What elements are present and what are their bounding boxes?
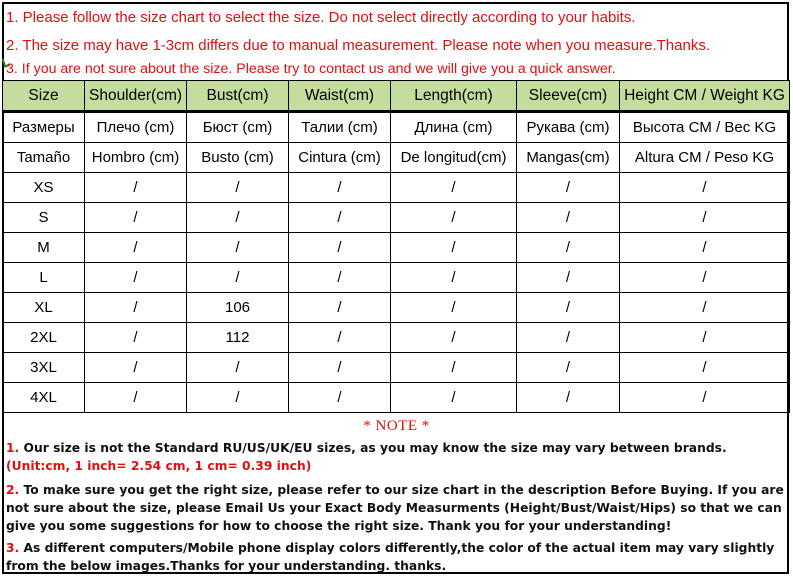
measurement-cell: /: [289, 293, 391, 323]
measurement-cell: /: [620, 323, 790, 353]
table-row: [3, 203, 790, 233]
size-label-cell: 4XL: [3, 383, 85, 413]
table-row: [3, 383, 790, 413]
measurement-cell: /: [187, 203, 289, 233]
spanish-label-4: De longitud(cm): [391, 143, 517, 173]
header-note-3: 3. If you are not sure about the size. Please try to contact us and we will give you a quick answer.: [6, 61, 616, 77]
note-title: * NOTE *: [363, 418, 430, 434]
measurement-cell: /: [289, 353, 391, 383]
measurement-cell: /: [517, 203, 620, 233]
column-header-1: Shoulder(cm): [85, 81, 187, 112]
size-label-cell: S: [3, 203, 85, 233]
measurement-cell: /: [289, 263, 391, 293]
measurement-cell: /: [391, 353, 517, 383]
measurement-cell: /: [517, 233, 620, 263]
measurement-cell: /: [620, 383, 790, 413]
size-label-cell: 2XL: [3, 323, 85, 353]
size-label-cell: 3XL: [3, 353, 85, 383]
measurement-cell: /: [187, 233, 289, 263]
size-label-cell: XS: [3, 173, 85, 203]
measurement-cell: /: [391, 323, 517, 353]
measurement-cell: /: [620, 293, 790, 323]
measurement-cell: /: [620, 203, 790, 233]
measurement-cell: /: [85, 293, 187, 323]
column-header-3: Waist(cm): [289, 81, 391, 112]
spanish-label-2: Busto (cm): [187, 143, 289, 173]
measurement-cell: /: [187, 383, 289, 413]
measurement-cell: 112: [187, 323, 289, 353]
russian-label-2: Бюст (cm): [187, 112, 289, 143]
russian-label-1: Плечо (cm): [85, 112, 187, 143]
russian-label-3: Талии (cm): [289, 112, 391, 143]
measurement-cell: /: [289, 383, 391, 413]
measurement-cell: /: [517, 383, 620, 413]
measurement-cell: /: [289, 323, 391, 353]
measurement-cell: /: [391, 383, 517, 413]
column-header-4: Length(cm): [391, 81, 517, 112]
note-item-2: [6, 481, 786, 535]
table-row: [3, 323, 790, 353]
note-number: 1.: [6, 441, 20, 455]
measurement-cell: /: [85, 323, 187, 353]
size-label-cell: M: [3, 233, 85, 263]
header-note-1: 1. Please follow the size chart to select the size. Do not select directly according to your habits.: [6, 9, 636, 26]
column-header-2: Bust(cm): [187, 81, 289, 112]
measurement-cell: /: [85, 263, 187, 293]
measurement-cell: /: [289, 233, 391, 263]
russian-label-6: Высота CM / Вес KG: [620, 112, 790, 143]
spanish-label-1: Hombro (cm): [85, 143, 187, 173]
size-label-cell: L: [3, 263, 85, 293]
russian-label-row: [3, 112, 790, 143]
note-text: Our size is not the Standard RU/US/UK/EU sizes, as you may know the size may vary between brands.: [23, 441, 727, 455]
unit-conversion-note: (Unit:cm, 1 inch= 2.54 cm, 1 cm= 0.39 inch): [6, 459, 312, 473]
column-header-0: Size: [3, 81, 85, 112]
measurement-cell: /: [620, 263, 790, 293]
measurement-cell: /: [391, 173, 517, 203]
table-row: [3, 173, 790, 203]
measurement-cell: /: [187, 173, 289, 203]
table-row: [3, 353, 790, 383]
russian-label-4: Длина (cm): [391, 112, 517, 143]
table-row: [3, 263, 790, 293]
measurement-cell: /: [391, 233, 517, 263]
spanish-label-0: Tamaño: [3, 143, 85, 173]
table-header-row: [3, 81, 790, 112]
column-header-5: Sleeve(cm): [517, 81, 620, 112]
header-note-2: 2. The size may have 1-3cm differs due to manual measurement. Please note when you measure.Thanks.: [6, 37, 710, 54]
spanish-label-row: [3, 143, 790, 173]
russian-label-5: Рукава (cm): [517, 112, 620, 143]
table-row: [3, 293, 790, 323]
measurement-cell: /: [517, 293, 620, 323]
note-number: 3.: [6, 541, 20, 555]
note-text: To make sure you get the right size, please refer to our size chart in the description Before Buying. If you are not sure about the size, please Email Us your Exact Body Measurments (Height/Bust/Waist/Hips) so that we can give you some suggestions for how to choose the right size. Thank you for your understanding!: [6, 483, 784, 533]
measurement-cell: /: [85, 353, 187, 383]
spanish-label-5: Mangas(cm): [517, 143, 620, 173]
measurement-cell: 106: [187, 293, 289, 323]
size-label-cell: XL: [3, 293, 85, 323]
measurement-cell: /: [187, 353, 289, 383]
measurement-cell: /: [187, 263, 289, 293]
measurement-cell: /: [517, 353, 620, 383]
measurement-cell: /: [391, 203, 517, 233]
measurement-cell: /: [517, 173, 620, 203]
note-item-3: [6, 539, 786, 575]
measurement-cell: /: [517, 263, 620, 293]
measurement-cell: /: [85, 173, 187, 203]
measurement-cell: /: [391, 263, 517, 293]
measurement-cell: /: [85, 203, 187, 233]
measurement-cell: /: [620, 233, 790, 263]
measurement-cell: /: [289, 173, 391, 203]
measurement-cell: /: [391, 293, 517, 323]
measurement-cell: /: [85, 233, 187, 263]
note-text: As different computers/Mobile phone display colors differently,the color of the actual item may vary slightly from the below images.Thanks for your understanding. thanks.: [6, 541, 775, 573]
size-chart-table: [2, 80, 790, 413]
measurement-cell: /: [620, 173, 790, 203]
note-item-1: [6, 439, 786, 475]
spanish-label-6: Altura CM / Peso KG: [620, 143, 790, 173]
measurement-cell: /: [620, 353, 790, 383]
note-number: 2.: [6, 483, 20, 497]
measurement-cell: /: [289, 203, 391, 233]
measurement-cell: /: [85, 383, 187, 413]
spanish-label-3: Cintura (cm): [289, 143, 391, 173]
table-row: [3, 233, 790, 263]
measurement-cell: /: [517, 323, 620, 353]
russian-label-0: Размеры: [3, 112, 85, 143]
column-header-6: Height CM / Weight KG: [620, 81, 790, 112]
